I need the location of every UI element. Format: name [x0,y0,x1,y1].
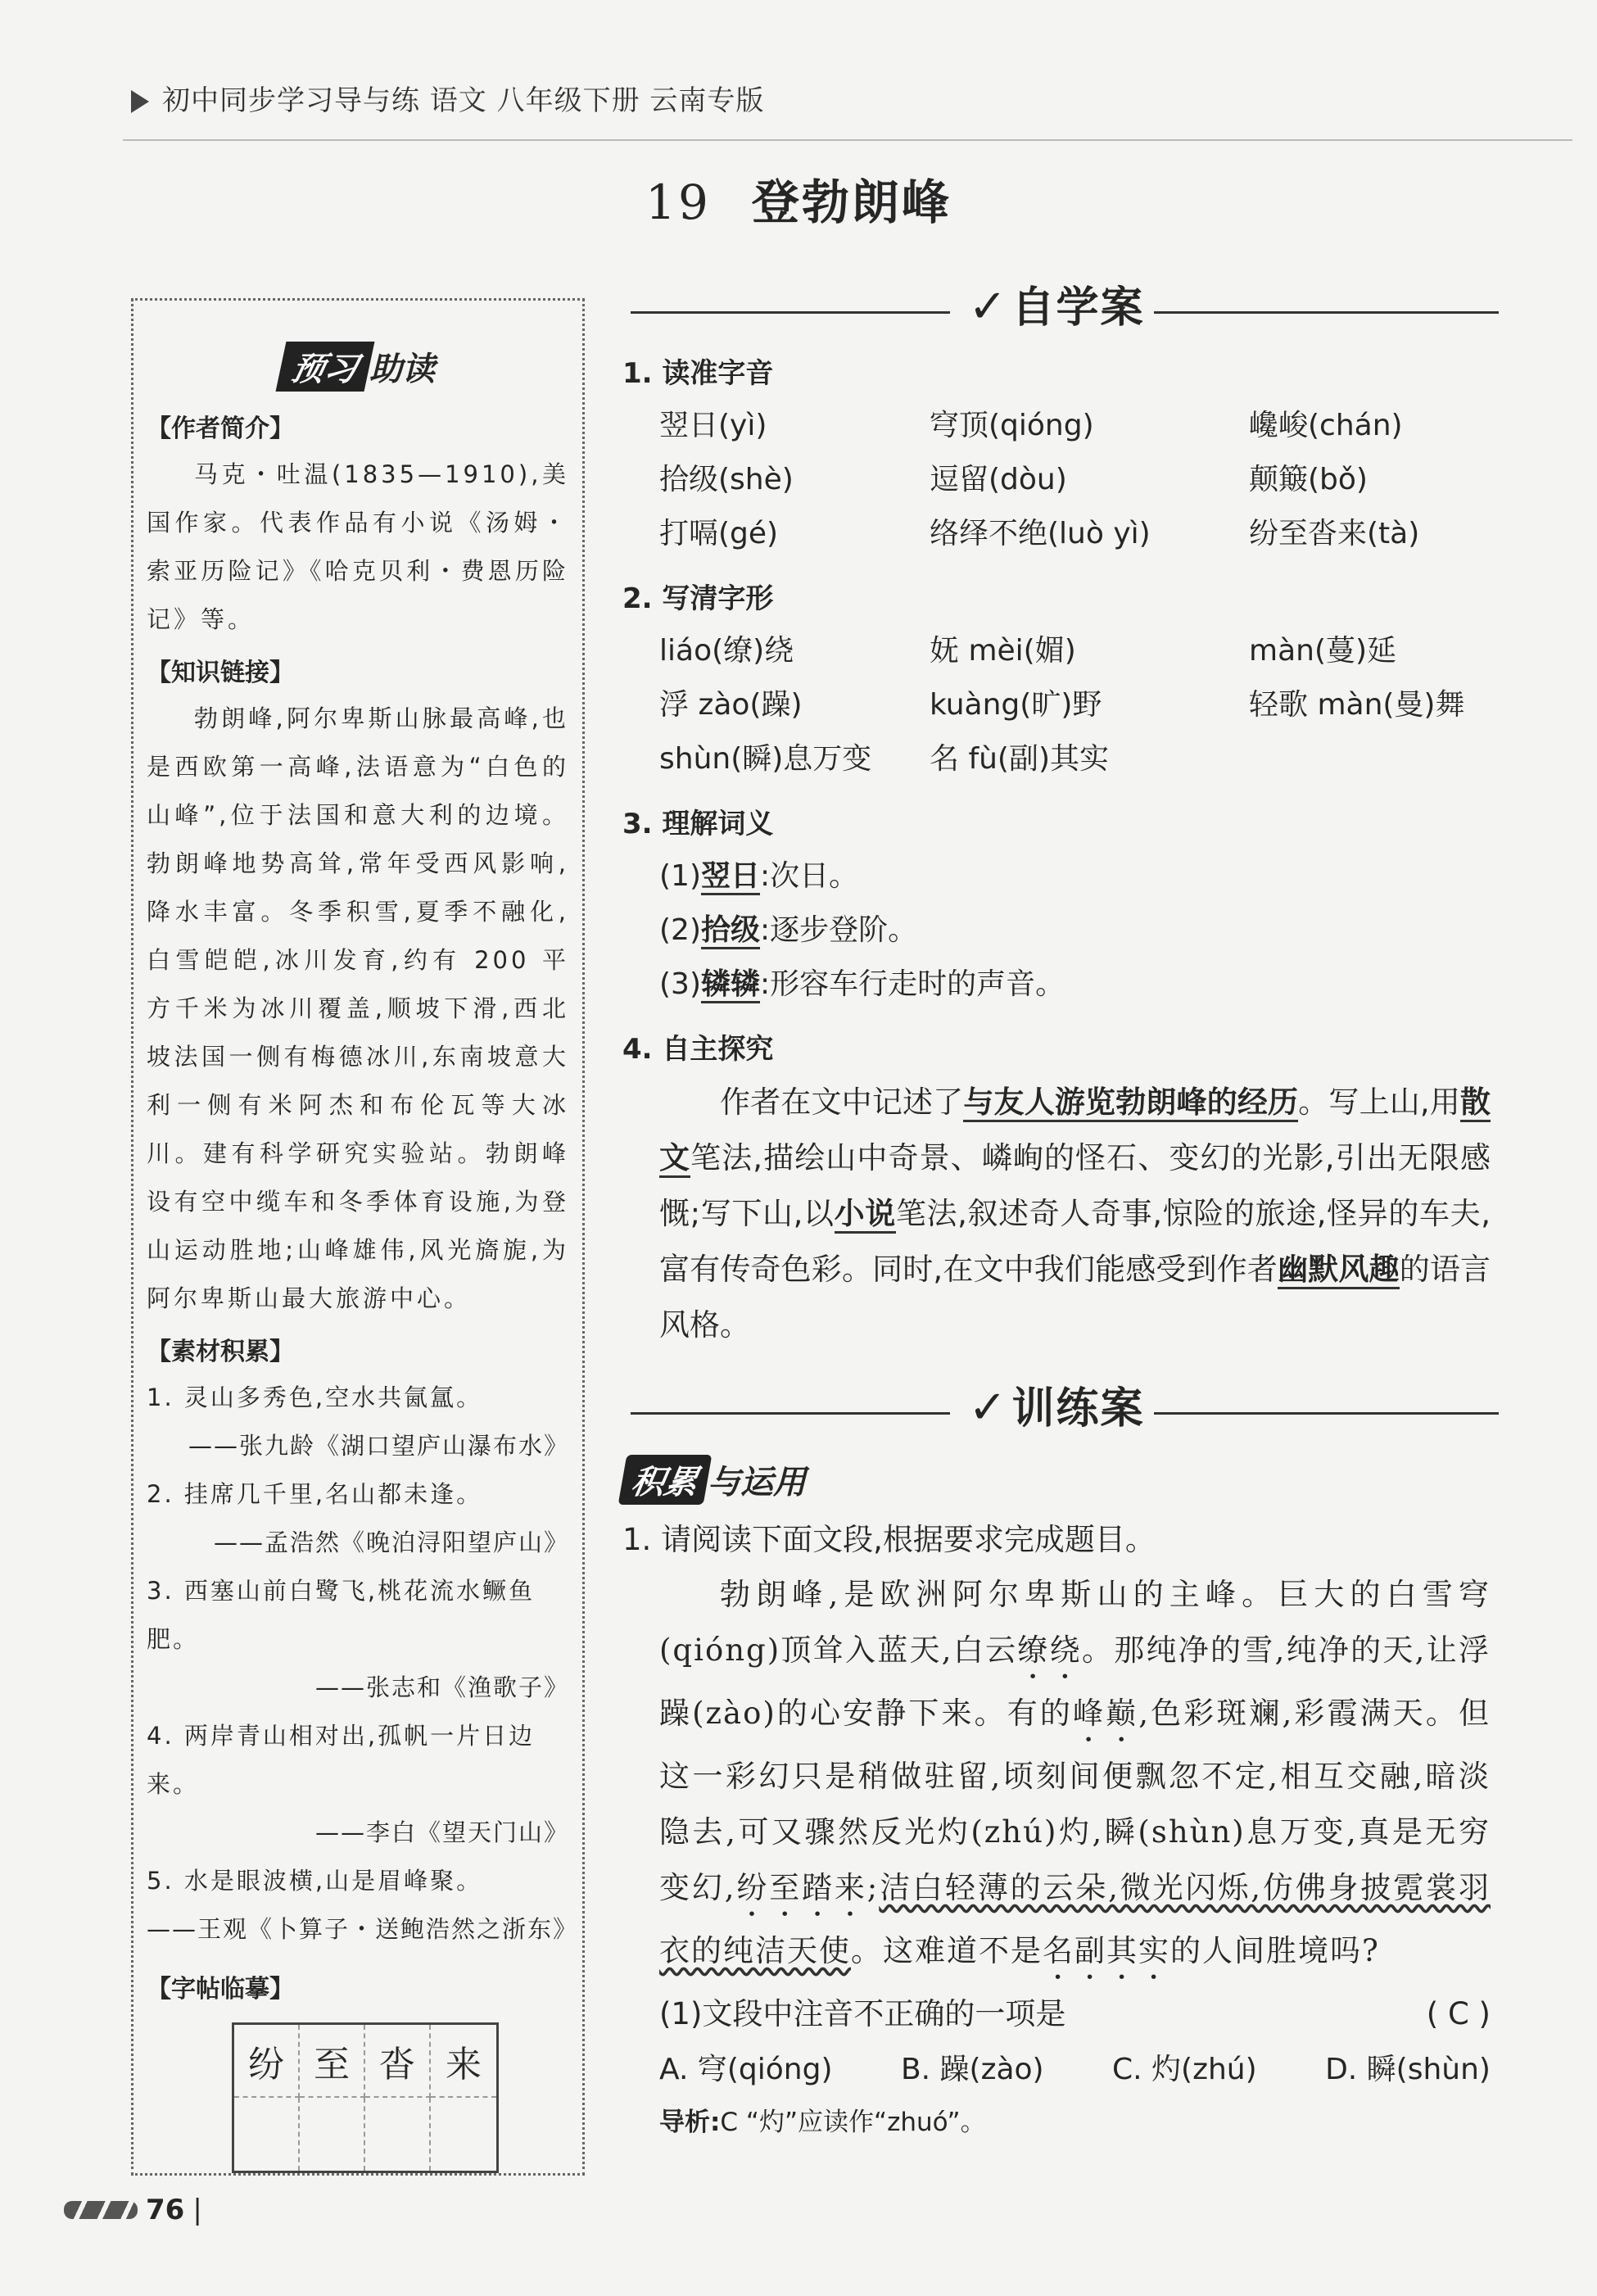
glyph-item: 妩 mèi(媚) [930,634,1076,668]
option-list [622,2042,1491,2098]
training-q1: 1. 请阅读下面文段,根据要求完成题目。 [622,1522,1156,1557]
dotted-word: 纷至踏来 [735,1870,867,1905]
accumulate-heading-box: 积累 [618,1455,713,1505]
page-footer [64,2194,202,2226]
glyph-row [622,678,1491,732]
analysis-text: C “灼”应读作“zhuó”。 [720,2108,986,2137]
wavy-underlined-sentence: 洁白轻薄的云朵,微光闪烁,仿佛身披霓裳羽衣的纯洁天使 [659,1870,1491,1968]
banner-rule-left [631,311,950,314]
copy-blank [234,2098,300,2171]
accumulate-heading [622,1455,1491,1505]
pinyin-item: 翌日(yì) [659,409,767,442]
copy-blank [365,2098,431,2171]
word-term: 拾级 [701,913,760,949]
glyph-item: shùn(瞬)息万变 [659,742,872,776]
analysis-note [622,2098,1491,2147]
pinyin-item: 纷至沓来(tà) [1249,517,1420,550]
option-b: B. 躁(zào) [900,2053,1044,2086]
material-list [147,1374,579,1954]
q3-title: 3. 理解词义 [622,808,774,840]
copy-char: 纷 [234,2025,300,2098]
self-study-banner [622,270,1491,336]
word-def: (2)拾级:逐步登阶。 [622,903,1491,958]
copy-char: 来 [431,2025,496,2098]
copy-char: 至 [300,2025,365,2098]
option-d: D. 瞬(shùn) [1325,2053,1491,2086]
sidebar-heading-rest: 助读 [369,351,435,388]
glyph-row [622,732,1491,786]
word-term: 辚辚 [701,967,760,1003]
dotted-word: 峰巅 [1072,1696,1139,1731]
lesson-title [0,164,1597,233]
answer-keyword: 小说 [835,1196,896,1234]
banner-rule-left [631,1412,950,1415]
copy-char: 沓 [365,2025,431,2098]
option-a: A. 穹(qióng) [659,2053,833,2086]
pinyin-item: 巉峻(chán) [1249,409,1403,442]
header-rule [123,139,1572,141]
material-source: ——张九龄《湖口望庐山瀑布水》 [188,1432,569,1460]
glyph-item: liáo(缭)绕 [659,634,794,668]
sub-question-1-answer: ( C ) [1426,1996,1491,2031]
lesson-name: 登勃朗峰 [751,174,952,230]
lesson-number: 19 [645,174,711,230]
copy-blank [300,2098,365,2171]
sidebar-heading [147,342,569,392]
pinyin-row [622,453,1491,507]
banner-rule-right [1138,311,1499,314]
glyph-row [622,624,1491,678]
glyph-item: 轻歌 màn(曼)舞 [1249,688,1465,722]
preview-sidebar [131,298,585,2176]
copy-title: 【字帖临摹】 [147,1975,294,2004]
pinyin-item: 拾级(shè) [659,463,794,496]
self-study-label: ✓自学案 [959,273,1155,334]
answer-keyword: 幽默风趣 [1278,1252,1400,1289]
check-icon: ✓ [968,279,1009,333]
knowledge-text: 勃朗峰,阿尔卑斯山脉最高峰,也是西欧第一高峰,法语意为“白色的山峰”,位于法国和意大利的边境。勃朗峰地势高耸,常年受西风影响,降水丰富。冬季积雪,夏季不融化,白雪皑皑,冰川发育,约有 200 平方千米为冰川覆盖,顺坡下滑,西北坡法国一侧有梅德冰川,东南坡意大利一侧有米阿杰和布伦瓦等大冰川。建有科学研究实验站。勃朗峰设有空中缆车和冬季体育设施,为登山运动胜地;山峰雄伟,风光旖旎,为阿尔卑斯山最大旅游中心。 [147,704,569,1312]
copy-grid [232,2022,499,2173]
q4-title: 4. 自主探究 [622,1033,774,1066]
word-term: 翌日 [701,859,760,895]
glyph-item: màn(蔓)延 [1249,634,1397,668]
q2-title: 2. 写清字形 [622,582,774,615]
analysis-label: 导析: [659,2108,721,2137]
dotted-word: 缭绕 [1017,1633,1082,1668]
material-quote: 4. 两岸青山相对出,孤帆一片日边来。 [147,1722,536,1798]
pinyin-row [622,399,1491,453]
author-title: 【作者简介】 [147,414,294,443]
pinyin-item: 络绎不绝(luò yì) [930,517,1151,550]
pinyin-item: 打嗝(gé) [659,517,779,550]
glyph-item: 浮 zào(躁) [659,688,803,722]
sidebar-heading-box: 预习 [276,342,375,392]
material-title: 【素材积累】 [147,1338,294,1366]
word-def: (3)辚辚:形容车行走时的声音。 [622,958,1491,1012]
material-quote: 3. 西塞山前白鹭飞,桃花流水鳜鱼肥。 [147,1577,536,1653]
sub-question-1 [622,1986,1491,2042]
pinyin-row [622,507,1491,561]
material-quote: 1. 灵山多秀色,空水共氤氲。 [147,1383,483,1411]
training-label: ✓训练案 [959,1374,1155,1435]
glyph-item: 名 fù(副)其实 [930,742,1110,776]
glyph-item [1249,732,1495,786]
pinyin-item: 逗留(dòu) [930,463,1067,496]
q1-title: 1. 读准字音 [622,357,774,390]
author-text: 马克・吐温(1835—1910),美国作家。代表作品有小说《汤姆・索亚历险记》《哈克贝利・费恩历险记》等。 [147,460,569,633]
q4-answer: 作者在文中记述了与友人游览勃朗峰的经历。写上山,用散文笔法,描绘山中奇景、嶙峋的怪石、变幻的光影,引出无限感慨;写下山,以小说笔法,叙述奇人奇事,惊险的旅途,怪异的车夫,富有传奇色彩。同时,在文中我们能感受到作者幽默风趣的语言风格。 [659,1085,1491,1343]
copy-blank [431,2098,496,2171]
decorative-bars-icon [64,2201,138,2219]
knowledge-title: 【知识链接】 [147,659,294,687]
check-icon: ✓ [968,1380,1009,1434]
answer-keyword: 散文 [659,1085,1491,1178]
option-c: C. 灼(zhú) [1112,2053,1257,2086]
pinyin-item: 颠簸(bǒ) [1249,463,1368,496]
dotted-word: 名副其实 [1043,1933,1170,1968]
reading-passage: 勃朗峰,是欧洲阿尔卑斯山的主峰。巨大的白雪穹(qióng)顶耸入蓝天,白云缭绕。那纯净的雪,纯净的天,让浮躁(zào)的心安静下来。有的峰巅,色彩斑斓,彩霞满天。但这一彩幻只是稍做驻留,顷刻间便飘忽不定,相互交融,暗淡隐去,可又骤然反光灼(zhú)灼,瞬(shùn)息万变,真是无穷变幻,纷至踏来;洁白轻薄的云朵,微光闪烁,仿佛身披霓裳羽衣的纯洁天使。这难道不是名副其实的人间胜境吗? [659,1577,1491,1968]
answer-keyword: 与友人游览勃朗峰的经历 [963,1085,1298,1122]
material-source: ——孟浩然《晚泊浔阳望庐山》 [213,1528,569,1556]
material-source: ——李白《望天门山》 [314,1818,569,1846]
footer-divider: | [192,2194,202,2226]
sub-question-1-text: (1)文段中注音不正确的一项是 [659,1996,1066,2031]
banner-rule-right [1138,1412,1499,1415]
material-quote: 5. 水是眼波横,山是眉峰聚。 [147,1867,483,1895]
play-triangle-icon [131,90,149,113]
material-source: ——张志和《渔歌子》 [314,1673,569,1701]
pinyin-item: 穹顶(qióng) [930,409,1094,442]
main-column [622,270,1491,2147]
series-title: 初中同步学习导与练 语文 八年级下册 云南专版 [162,84,765,117]
page-number: 76 [146,2194,185,2226]
accumulate-heading-rest: 与运用 [708,1464,806,1501]
material-quote: 2. 挂席几千里,名山都未逢。 [147,1480,483,1508]
glyph-item: kuàng(旷)野 [930,688,1102,722]
running-header [131,78,764,118]
word-def: (1)翌日:次日。 [622,849,1491,903]
material-source: ——王观《卜算子・送鲍浩然之浙东》 [147,1915,579,1943]
training-banner [622,1371,1491,1437]
